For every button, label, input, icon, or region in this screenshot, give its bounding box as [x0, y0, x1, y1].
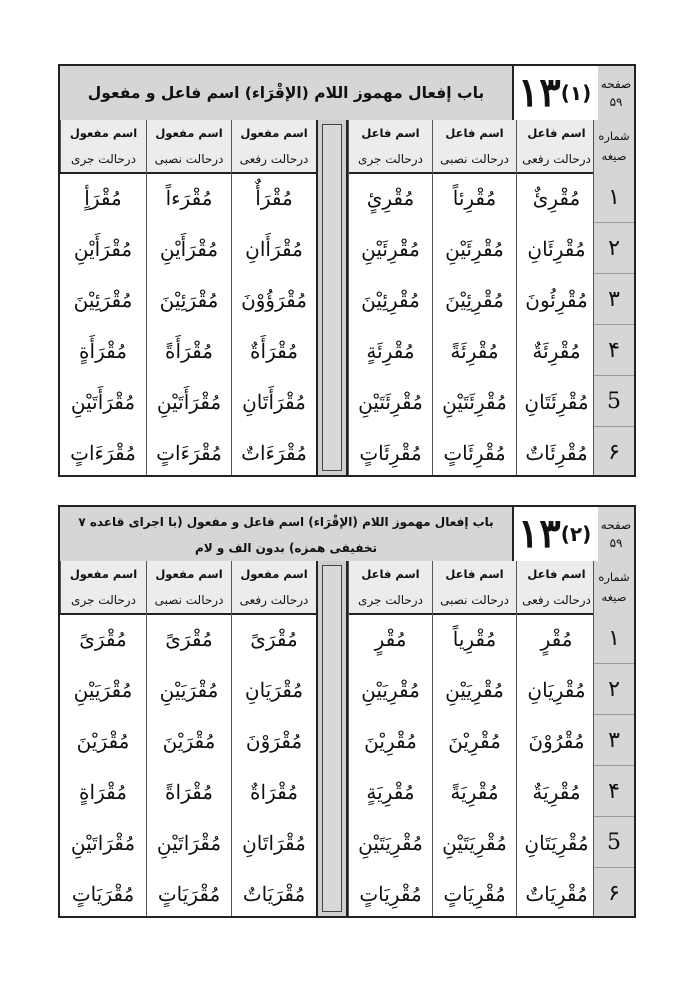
page-reference — [598, 507, 634, 561]
row-number: ۴ — [594, 325, 634, 376]
word-cell: مُقْرَاةٍ — [79, 779, 127, 804]
word-cell: مُقْرَءَاتٍ — [156, 440, 222, 465]
column-header-line2: درحالت رفعی — [239, 593, 309, 607]
word-cell: مُقْرَيَيْنِ — [159, 677, 219, 702]
word-cell: مُقْرَءَاتٍ — [70, 440, 136, 465]
word-cell: مُقْرَءاً — [165, 185, 213, 210]
table-header — [60, 66, 634, 122]
column-mf_raf — [231, 172, 316, 475]
row-number-column — [593, 172, 634, 475]
column-header-line2: درحالت جری — [358, 152, 423, 166]
page-reference — [598, 66, 634, 120]
column-header-fa_jarr — [348, 120, 432, 172]
column-header-line2: درحالت نصبی — [154, 152, 224, 166]
column-header-line1: اسم فاعل — [527, 126, 586, 140]
row-number-column — [593, 613, 634, 916]
word-cell: مُقْرِيَانِ — [527, 677, 586, 702]
column-fa_jarr — [348, 172, 432, 475]
row-number: ۳ — [594, 715, 634, 766]
word-cell: مُقْرَأَةً — [165, 338, 213, 363]
word-cell: مُقْرِئَاتٍ — [443, 440, 506, 465]
word-cell: مُقْرَءَاتٌ — [241, 440, 307, 465]
row-header-line2: صیغه — [601, 590, 627, 604]
column-header-line2: درحالت رفعی — [522, 152, 591, 166]
word-cell: مُقْرِيَتَيْنِ — [442, 830, 507, 855]
column-header-fa_jarr — [348, 561, 432, 613]
word-cell: مُقْرِئَاتٍ — [359, 440, 422, 465]
word-cell: مُقْرَيَاتٍ — [71, 881, 135, 906]
column-header-line1: اسم مفعول — [155, 567, 223, 581]
column-header-line2: درحالت جری — [71, 593, 136, 607]
table-body — [60, 172, 634, 475]
column-header-line1: اسم فاعل — [445, 567, 504, 581]
word-cell: مُقْرِئَيْنِ — [361, 236, 420, 261]
word-cell: مُقْرَأٌ — [255, 185, 293, 210]
row-number: ۶ — [608, 881, 620, 906]
column-mf_raf — [231, 613, 316, 916]
column-header-line1: اسم مفعول — [69, 126, 138, 140]
word-cell: مُقْرِئَانِ — [527, 236, 586, 261]
column-header-mf_jarr — [60, 120, 146, 172]
column-fa_raf — [516, 172, 596, 475]
column-header-mf_raf — [231, 561, 316, 613]
word-cell: مُقْرَؤُوْنَ — [241, 287, 307, 312]
word-cell: مُقْرِئِيْنَ — [445, 287, 504, 312]
word-cell: مُقْرِيَاتٍ — [443, 881, 506, 906]
word-cell: مُقْرَأَتَانِ — [242, 389, 306, 414]
column-header-mf_nasb — [146, 561, 231, 613]
word-cell: مُقْرِئٌ — [532, 185, 581, 210]
column-header-line1: اسم فاعل — [361, 126, 420, 140]
row-number: ۱ — [594, 172, 634, 223]
page-number: ۵۹ — [609, 536, 623, 550]
word-cell: مُقْرَيْنَ — [76, 728, 130, 753]
word-cell: مُقْرِئَةٍ — [366, 338, 415, 363]
column-header-line1: اسم مفعول — [155, 126, 223, 140]
word-cell: مُقْرَأٍ — [84, 185, 122, 210]
word-cell: مُقْرَأَانِ — [245, 236, 303, 261]
column-header-line2: درحالت جری — [358, 593, 423, 607]
word-cell: مُقْرِئَتَيْنِ — [358, 389, 423, 414]
column-mf_jarr — [60, 613, 146, 916]
column-header-line1: اسم فاعل — [361, 567, 420, 581]
column-mf_nasb — [146, 172, 231, 475]
word-cell: مُقْرَيَانِ — [244, 677, 304, 702]
word-cell: مُقْرِئُونَ — [525, 287, 588, 312]
table-header — [60, 507, 634, 563]
row-number: ۲ — [594, 223, 634, 274]
word-cell: مُقْرَاةٌ — [250, 779, 298, 804]
word-cell: مُقْرَأَيْنِ — [73, 236, 133, 261]
page-label: صفحه — [600, 77, 632, 91]
word-cell: مُقْرِيَةً — [450, 779, 499, 804]
table-body — [60, 613, 634, 916]
word-cell: مُقْرَأَيْنِ — [159, 236, 219, 261]
column-header-fa_nasb — [432, 120, 516, 172]
word-cell: مُقْرَىً — [250, 626, 298, 651]
row-number: ۲ — [594, 664, 634, 715]
word-cell: مُقْرِيَيْنِ — [445, 677, 504, 702]
column-header-line2: درحالت رفعی — [239, 152, 309, 166]
word-cell: مُقْرَئِيْنَ — [73, 287, 133, 312]
word-cell: مُقْرَيْنَ — [162, 728, 216, 753]
word-cell: مُقْرِئَاتٌ — [525, 440, 588, 465]
table-number — [512, 507, 600, 561]
word-cell: مُقْرَاةً — [165, 779, 213, 804]
word-cell: مُقْرِئَةً — [450, 338, 499, 363]
row-number: ۶ — [608, 440, 620, 465]
table-number-main: ۱۳ — [517, 69, 561, 116]
row-number: ۱ — [594, 613, 634, 664]
column-header-line1: اسم فاعل — [445, 126, 504, 140]
word-cell: مُقْرَيَاتٌ — [242, 881, 306, 906]
column-header-line1: اسم فاعل — [527, 567, 586, 581]
word-cell: مُقْرِيَةٌ — [532, 779, 581, 804]
column-fa_raf — [516, 613, 596, 916]
word-cell: مُقْرٍ — [540, 626, 573, 651]
word-cell: مُقْرُوْنَ — [528, 728, 585, 753]
row-number: 5 — [594, 376, 634, 427]
word-cell: مُقْرَأَتَيْنِ — [70, 389, 136, 414]
table-number-sub: (۲) — [560, 522, 592, 546]
word-cell: مُقْرِيْنَ — [448, 728, 501, 753]
row-header-line1: شماره — [598, 129, 630, 143]
row-number: 5 — [594, 817, 634, 868]
conjugation-table-2 — [58, 505, 636, 918]
word-cell: مُقْرِئَةٌ — [532, 338, 581, 363]
column-header-line2: درحالت نصبی — [440, 593, 509, 607]
conjugation-table-1 — [58, 64, 636, 477]
column-mf_jarr — [60, 172, 146, 475]
word-cell: مُقْرِيَةٍ — [366, 779, 415, 804]
word-cell: مُقْرَأَةٌ — [250, 338, 298, 363]
word-cell: مُقْرِيَيْنِ — [361, 677, 420, 702]
column-header-fa_raf — [516, 561, 596, 613]
word-cell: مُقْرِيَتَانِ — [524, 830, 589, 855]
word-cell: مُقْرَاتَيْنِ — [156, 830, 222, 855]
word-cell: مُقْرِيَاتٍ — [359, 881, 422, 906]
row-number-header — [593, 561, 634, 613]
column-header-mf_jarr — [60, 561, 146, 613]
column-header-line2: درحالت نصبی — [154, 593, 224, 607]
column-header-line1: اسم مفعول — [240, 567, 308, 581]
column-header-fa_raf — [516, 120, 596, 172]
word-cell: مُقْرَأَتَيْنِ — [156, 389, 222, 414]
word-cell: مُقْرٍ — [374, 626, 407, 651]
word-cell: مُقْرِيْنَ — [364, 728, 417, 753]
column-header-mf_raf — [231, 120, 316, 172]
table-number — [512, 66, 600, 120]
word-cell: مُقْرِيَاتٌ — [525, 881, 588, 906]
row-number: ۴ — [594, 766, 634, 817]
word-cell: مُقْرِئَتَيْنِ — [442, 389, 507, 414]
word-cell: مُقْرِئاً — [452, 185, 497, 210]
word-cell: مُقْرِيَتَيْنِ — [358, 830, 423, 855]
column-header-line2: درحالت رفعی — [522, 593, 591, 607]
word-cell: مُقْرَئِيْنَ — [159, 287, 219, 312]
row-header-line1: شماره — [598, 570, 630, 584]
word-cell: مُقْرَوْنَ — [245, 728, 303, 753]
row-header-line2: صیغه — [601, 149, 627, 163]
table-title: باب إفعال مهموز اللام (الإقْرَاء) اسم فاعل و مفعول (با اجرای قاعده ۷ تخفیفی همزه) بدون الف و لام — [78, 515, 494, 555]
table-number-main: ۱۳ — [517, 510, 561, 557]
word-cell: مُقْرِئَتَانِ — [524, 389, 589, 414]
page-label: صفحه — [600, 518, 632, 532]
word-cell: مُقْرَيَاتٍ — [157, 881, 221, 906]
column-header-fa_nasb — [432, 561, 516, 613]
column-header-line1: اسم مفعول — [240, 126, 308, 140]
word-cell: مُقْرَأَةٍ — [79, 338, 127, 363]
column-fa_nasb — [432, 613, 516, 916]
page-number: ۵۹ — [609, 95, 623, 109]
column-header-line1: اسم مفعول — [69, 567, 138, 581]
column-mf_nasb — [146, 613, 231, 916]
column-header-line2: درحالت نصبی — [440, 152, 509, 166]
word-cell: مُقْرَىً — [165, 626, 213, 651]
table-number-sub: (۱) — [560, 81, 592, 105]
word-cell: مُقْرَاتَيْنِ — [70, 830, 136, 855]
column-fa_nasb — [432, 172, 516, 475]
row-number: ۳ — [594, 274, 634, 325]
column-header-line2: درحالت جری — [71, 152, 136, 166]
word-cell: مُقْرِئٍ — [366, 185, 415, 210]
column-fa_jarr — [348, 613, 432, 916]
column-header-mf_nasb — [146, 120, 231, 172]
word-cell: مُقْرَىً — [79, 626, 127, 651]
row-number-header — [593, 120, 634, 172]
word-cell: مُقْرَاتَانِ — [242, 830, 306, 855]
word-cell: مُقْرِئِيْنَ — [361, 287, 420, 312]
word-cell: مُقْرِئَيْنِ — [445, 236, 504, 261]
word-cell: مُقْرَيَيْنِ — [73, 677, 133, 702]
word-cell: مُقْرِياً — [452, 626, 497, 651]
table-title: باب إفعال مهموز اللام (الإقْرَاء) اسم فاعل و مفعول — [87, 84, 485, 102]
